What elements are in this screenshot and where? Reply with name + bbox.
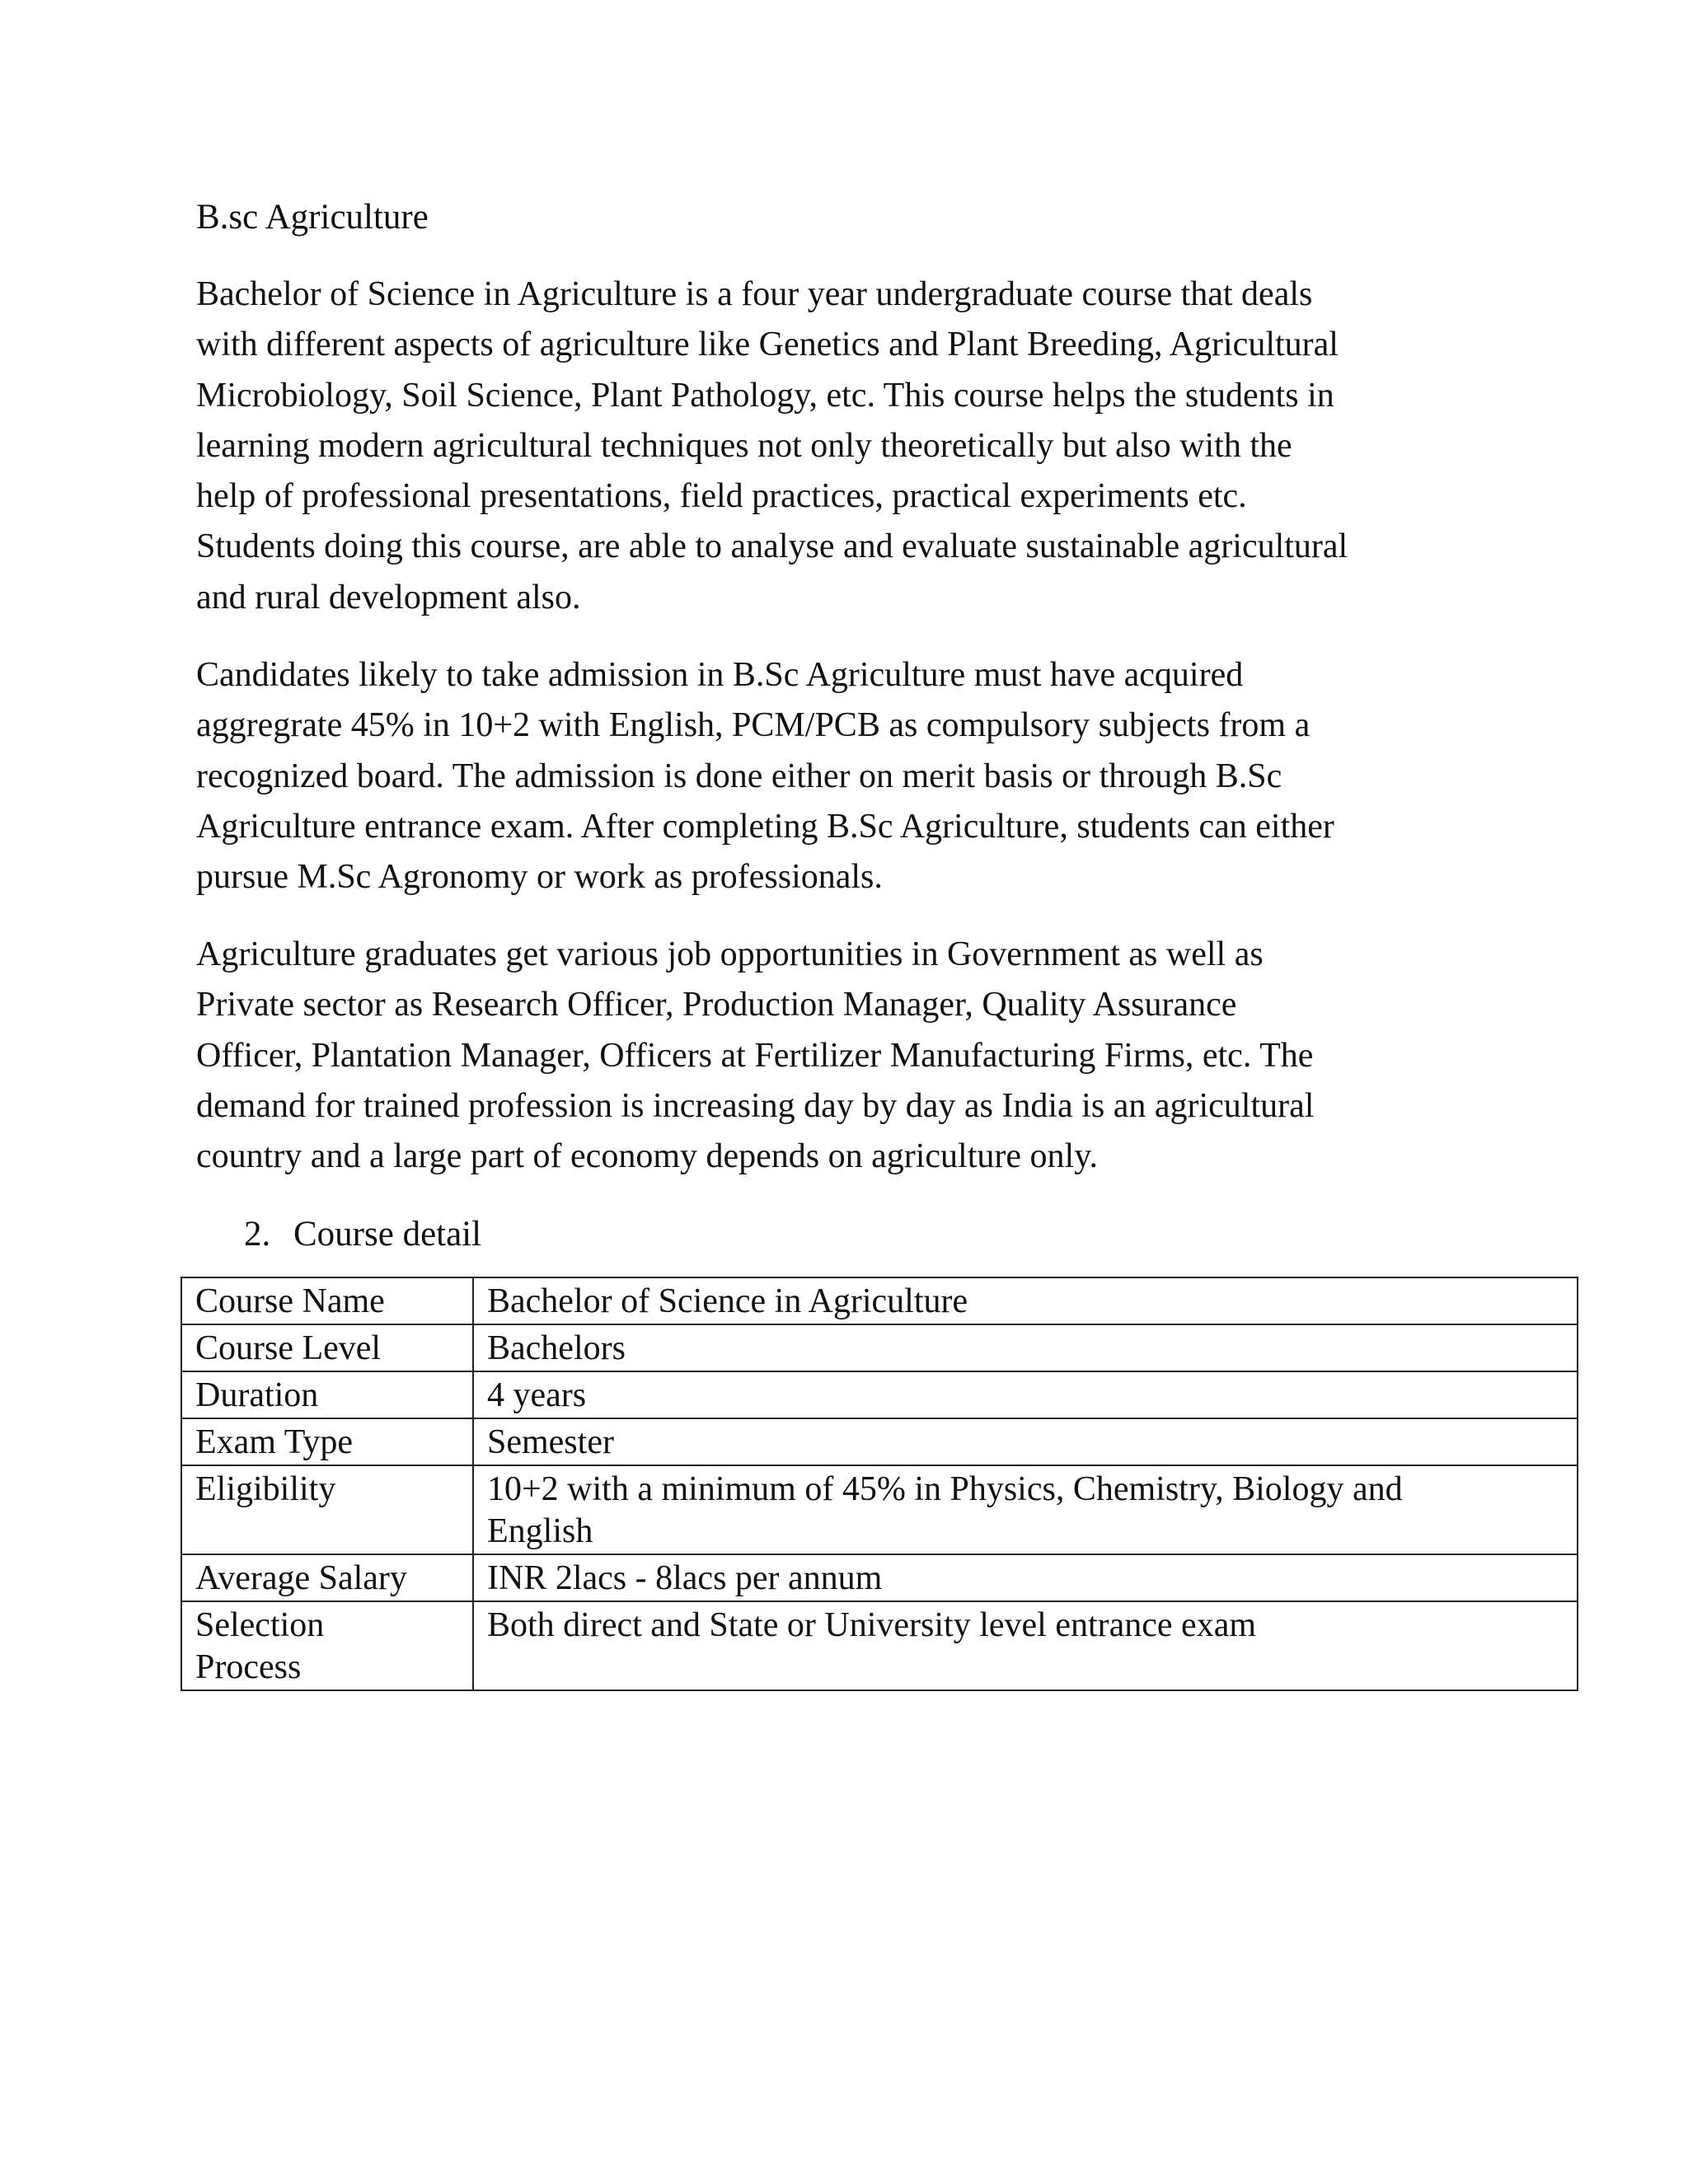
paragraph-line: pursue M.Sc Agronomy or work as professionals. [196, 858, 883, 897]
paragraph-line: demand for trained profession is increasing day by day as India is an agricultural [196, 1086, 1315, 1125]
table-value-cell [473, 1371, 1578, 1418]
paragraph-line: and rural development also. [196, 578, 581, 616]
table-value-text: Semester [487, 1423, 614, 1461]
paragraph-admission [196, 650, 1482, 902]
table-value-text: INR 2lacs - 8lacs per annum [487, 1559, 883, 1597]
table-row [181, 1324, 1578, 1371]
paragraph-line: learning modern agricultural techniques not only theoretically but also with the [196, 426, 1292, 465]
table-row [181, 1601, 1578, 1690]
section-heading-course-detail [244, 1209, 481, 1259]
table-label-cell [181, 1554, 473, 1601]
paragraph-line: recognized board. The admission is done either on merit basis or through B.Sc [196, 757, 1282, 795]
table-value-cell [473, 1465, 1578, 1554]
paragraph-line: with different aspects of agriculture like Genetics and Plant Breeding, Agricultural [196, 326, 1339, 364]
table-row [181, 1554, 1578, 1601]
table-label-text: Course Level [195, 1329, 382, 1367]
table-value-cell [473, 1601, 1578, 1690]
table-label-cell [181, 1418, 473, 1465]
table-label-cell [181, 1465, 473, 1554]
paragraph-line: Microbiology, Soil Science, Plant Pathology, etc. This course helps the students in [196, 376, 1334, 415]
table-label-cell [181, 1324, 473, 1371]
table-value-cell [473, 1277, 1578, 1324]
table-row [181, 1277, 1578, 1324]
table-value-text: 4 years [487, 1376, 587, 1414]
table-label-text: Average Salary [195, 1559, 407, 1597]
table-label-cell [181, 1371, 473, 1418]
paragraph-line: help of professional presentations, field practices, practical experiments etc. [196, 477, 1247, 516]
paragraph-line: Private sector as Research Officer, Production Manager, Quality Assurance [196, 986, 1237, 1024]
table-label-text: Exam Type [195, 1423, 354, 1461]
table-value-cell [473, 1324, 1578, 1371]
table-value-text: English [487, 1512, 593, 1550]
table-value-text: Both direct and State or University level entrance exam [487, 1606, 1257, 1644]
paragraph-line: country and a large part of economy depends on agriculture only. [196, 1137, 1098, 1176]
table-label-text: Selection [195, 1606, 325, 1644]
paragraph-line: Officer, Plantation Manager, Officers at Fertilizer Manufacturing Firms, etc. The [196, 1036, 1314, 1075]
table-value-text: 10+2 with a minimum of 45% in Physics, Chemistry, Biology and [487, 1470, 1403, 1508]
table-row [181, 1371, 1578, 1418]
paragraph-line: aggregrate 45% in 10+2 with English, PCM/PCB as compulsory subjects from a [196, 706, 1311, 745]
course-detail-table [181, 1277, 1578, 1691]
table-value-cell [473, 1418, 1578, 1465]
table-value-cell [473, 1554, 1578, 1601]
paragraph-line: Students doing this course, are able to analyse and evaluate sustainable agricultural [196, 527, 1348, 566]
paragraph-line: Bachelor of Science in Agriculture is a four year undergraduate course that deals [196, 275, 1313, 313]
table-label-text: Duration [195, 1376, 319, 1414]
document-title: B.sc Agriculture [196, 198, 429, 237]
table-label-text: Process [195, 1648, 302, 1686]
table-label-text: Eligibility [195, 1470, 336, 1508]
table-row [181, 1418, 1578, 1465]
table-value-text: Bachelors [487, 1329, 626, 1367]
paragraph-line: Candidates likely to take admission in B.Sc Agriculture must have acquired [196, 656, 1244, 694]
paragraph-careers [196, 930, 1482, 1182]
table-row [181, 1465, 1578, 1554]
paragraph-line: Agriculture graduates get various job opportunities in Government as well as [196, 935, 1264, 973]
section-heading-text: Course detail [293, 1215, 482, 1254]
paragraph-course-overview [196, 269, 1482, 623]
table-label-text: Course Name [195, 1282, 385, 1320]
table-value-text: Bachelor of Science in Agriculture [487, 1282, 968, 1320]
section-number: 2. [244, 1215, 271, 1254]
table-label-cell [181, 1601, 473, 1690]
table-label-cell [181, 1277, 473, 1324]
paragraph-line: Agriculture entrance exam. After completing B.Sc Agriculture, students can either [196, 807, 1334, 846]
